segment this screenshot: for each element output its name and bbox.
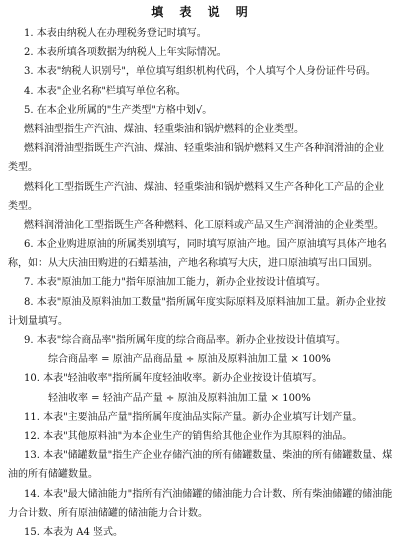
instruction-line: 燃料润滑油化工型指既生产各种燃料、化工原料或产品又生产润滑油的企业类型。 [24, 219, 384, 231]
instruction-line: 11. 本表"主要油品产量"指所属年度油品实际产量。新办企业填写计划产量。 [24, 411, 363, 423]
instruction-line: 综合商品率 = 原油产品商品量 ÷ 原油及原料油加工量 × 100% [48, 354, 331, 366]
instruction-line: 14. 本表"最大储油能力"指所有汽油储罐的储油能力合计数、所有柴油储罐的储油能 [24, 488, 393, 500]
instruction-line: 燃料润滑油型指既生产汽油、煤油、轻重柴油和锅炉燃料又生产各种润滑油的企业 [24, 143, 384, 155]
instruction-line: 13. 本表"储罐数量"指生产企业存储汽油的所有储罐数量、柴油的所有储罐数量、煤 [24, 450, 393, 462]
instruction-line: 计划量填写。 [8, 315, 68, 327]
instruction-line: 1. 本表由纳税人在办理税务登记时填写。 [24, 28, 207, 39]
instruction-line: 15. 本表为 A4 竖式。 [24, 526, 124, 538]
instruction-line: 类型。 [8, 200, 38, 212]
instruction-line: 燃料油型指生产汽油、煤油、轻重柴油和锅炉燃料的企业类型。 [24, 123, 304, 135]
instructions-body [8, 24, 397, 542]
instruction-line: 轻油收率 = 轻油产品产量 ÷ 原油及原料油加工量 × 100% [48, 392, 311, 404]
instruction-line: 力合计数、所有原油储罐的储油能力合计数。 [8, 507, 208, 519]
instruction-line: 8. 本表"原油及原料油加工数量"指所属年度实际原料及原料油加工量。新办企业按 [24, 296, 386, 308]
instruction-line: 2. 本表所填各项数据为纳税人上年实际情况。 [24, 47, 227, 59]
instruction-line: 4. 本表"企业名称"栏填写单位名称。 [24, 85, 186, 97]
instruction-line: 燃料化工型指既生产汽油、煤油、轻重柴油和锅炉燃料又生产各种化工产品的企业 [24, 181, 384, 193]
instruction-line: 3. 本表"纳税人识别号"，单位填写组织机构代码，个人填写个人身份证件号码。 [24, 66, 376, 78]
instruction-line: 6. 本企业购进原油的所属类别填写，同时填写原油产地。国产原油填写具体产地名 [24, 239, 387, 251]
instruction-line: 10. 本表"轻油收率"指所属年度轻油收率。新办企业按设计值填写。 [24, 373, 323, 385]
instruction-line: 类型。 [8, 162, 38, 174]
instruction-line: 5. 在本企业所属的"生产类型"方格中划√。 [24, 104, 213, 116]
instruction-line: 12. 本表"其他原料油"为本企业生产的销售给其他企业作为其原料的油品。 [24, 430, 353, 442]
instruction-line: 油的所有储罐数量。 [8, 469, 98, 481]
instruction-line: 9. 本表"综合商品率"指所属年度的综合商品率。新办企业按设计值填写。 [24, 335, 346, 346]
page-title: 填 表 说 明 [151, 5, 254, 19]
instruction-line: 称，如：从大庆油田购进的石蜡基油，产地名称填写大庆，进口原油填写出口国别。 [8, 258, 378, 270]
instruction-line: 7. 本表"原油加工能力"指年原油加工能力，新办企业按设计值填写。 [24, 277, 326, 289]
